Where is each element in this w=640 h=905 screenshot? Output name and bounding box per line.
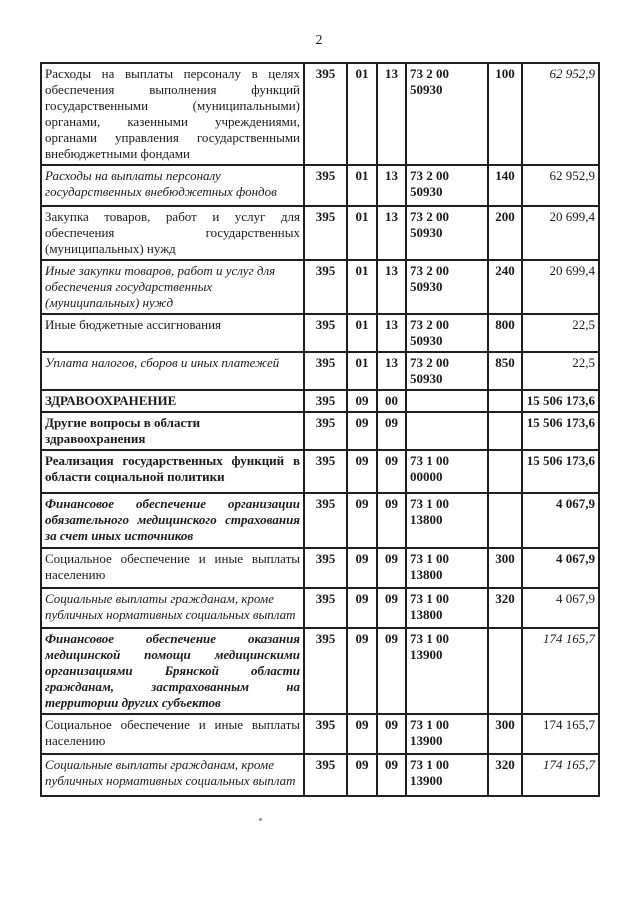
cell-csr: 73 2 00 50930 [406, 165, 488, 206]
cell-amount: 20 699,4 [522, 260, 599, 314]
cell-grbs: 395 [304, 493, 347, 548]
cell-rz: 09 [347, 493, 377, 548]
cell-amount: 62 952,9 [522, 63, 599, 165]
cell-pr: 13 [377, 352, 406, 390]
table-row [41, 206, 599, 260]
cell-rz: 01 [347, 206, 377, 260]
cell-name: Иные закупки товаров, работ и услуг для обеспечения государственных (муниципальных) нужд [41, 260, 304, 314]
cell-csr: 73 1 00 13800 [406, 493, 488, 548]
cell-name: Другие вопросы в области здравоохранения [41, 412, 304, 450]
cell-grbs: 395 [304, 314, 347, 352]
cell-rz: 09 [347, 754, 377, 796]
cell-pr: 13 [377, 63, 406, 165]
cell-rz: 01 [347, 314, 377, 352]
cell-vr [488, 450, 522, 493]
cell-vr [488, 493, 522, 548]
cell-rz: 09 [347, 628, 377, 714]
cell-vr: 850 [488, 352, 522, 390]
cell-pr: 13 [377, 206, 406, 260]
cell-rz: 09 [347, 588, 377, 628]
cell-grbs: 395 [304, 548, 347, 588]
cell-name: Иные бюджетные ассигнования [41, 314, 304, 352]
cell-pr: 13 [377, 260, 406, 314]
table-row [41, 352, 599, 390]
cell-pr: 09 [377, 588, 406, 628]
cell-csr: 73 2 00 50930 [406, 63, 488, 165]
cell-grbs: 395 [304, 165, 347, 206]
table-row [41, 548, 599, 588]
cell-vr: 300 [488, 548, 522, 588]
cell-vr [488, 412, 522, 450]
page-number: 2 [315, 33, 323, 48]
cell-rz: 09 [347, 714, 377, 754]
cell-amount: 62 952,9 [522, 165, 599, 206]
cell-csr: 73 1 00 13800 [406, 548, 488, 588]
cell-vr: 140 [488, 165, 522, 206]
cell-pr: 13 [377, 165, 406, 206]
cell-csr: 73 1 00 00000 [406, 450, 488, 493]
cell-amount: 22,5 [522, 352, 599, 390]
cell-amount: 174 165,7 [522, 754, 599, 796]
cell-vr [488, 390, 522, 412]
cell-pr: 00 [377, 390, 406, 412]
cell-grbs: 395 [304, 63, 347, 165]
table-row [41, 450, 599, 493]
cell-name: Расходы на выплаты персоналу в целях обеспечения выполнения функций государственными (муниципальными) органами, казенными учреждениями, органами управления государственными внебюджетными фондами [41, 63, 304, 165]
cell-grbs: 395 [304, 588, 347, 628]
cell-rz: 01 [347, 352, 377, 390]
table-row [41, 628, 599, 714]
table-row [41, 493, 599, 548]
cell-amount: 22,5 [522, 314, 599, 352]
cell-grbs: 395 [304, 628, 347, 714]
cell-name: Закупка товаров, работ и услуг для обеспечения государственных (муниципальных) нужд [41, 206, 304, 260]
cell-rz: 01 [347, 63, 377, 165]
cell-csr: 73 1 00 13900 [406, 754, 488, 796]
cell-grbs: 395 [304, 206, 347, 260]
cell-amount: 4 067,9 [522, 548, 599, 588]
table-row [41, 63, 599, 165]
cell-rz: 09 [347, 450, 377, 493]
cell-name: Социальное обеспечение и иные выплаты населению [41, 714, 304, 754]
table-row [41, 588, 599, 628]
table-row [41, 390, 599, 412]
cell-pr: 09 [377, 714, 406, 754]
scan-speck [259, 818, 262, 821]
cell-name: Финансовое обеспечение организации обязательного медицинского страхования за счет иных источников [41, 493, 304, 548]
budget-table [40, 62, 600, 797]
cell-name: Расходы на выплаты персоналу государственных внебюджетных фондов [41, 165, 304, 206]
cell-grbs: 395 [304, 754, 347, 796]
budget-table-body [41, 63, 599, 796]
cell-grbs: 395 [304, 714, 347, 754]
cell-amount: 174 165,7 [522, 628, 599, 714]
cell-csr: 73 2 00 50930 [406, 314, 488, 352]
cell-rz: 01 [347, 165, 377, 206]
cell-pr: 09 [377, 412, 406, 450]
table-row [41, 714, 599, 754]
cell-vr: 320 [488, 754, 522, 796]
cell-amount: 15 506 173,6 [522, 412, 599, 450]
cell-grbs: 395 [304, 390, 347, 412]
cell-amount: 4 067,9 [522, 588, 599, 628]
cell-csr [406, 390, 488, 412]
cell-csr: 73 1 00 13900 [406, 628, 488, 714]
cell-pr: 09 [377, 548, 406, 588]
cell-vr: 240 [488, 260, 522, 314]
cell-name: ЗДРАВООХРАНЕНИЕ [41, 390, 304, 412]
table-row [41, 165, 599, 206]
cell-amount: 15 506 173,6 [522, 450, 599, 493]
cell-amount: 15 506 173,6 [522, 390, 599, 412]
cell-vr: 800 [488, 314, 522, 352]
cell-rz: 09 [347, 548, 377, 588]
cell-vr: 300 [488, 714, 522, 754]
table-row [41, 314, 599, 352]
table-row [41, 412, 599, 450]
cell-pr: 09 [377, 754, 406, 796]
cell-rz: 09 [347, 412, 377, 450]
cell-csr [406, 412, 488, 450]
cell-csr: 73 1 00 13900 [406, 714, 488, 754]
cell-pr: 09 [377, 493, 406, 548]
cell-name: Социальные выплаты гражданам, кроме публичных нормативных социальных выплат [41, 588, 304, 628]
cell-csr: 73 2 00 50930 [406, 352, 488, 390]
table-row [41, 260, 599, 314]
cell-csr: 73 1 00 13800 [406, 588, 488, 628]
cell-vr [488, 628, 522, 714]
table-row [41, 754, 599, 796]
cell-name: Социальные выплаты гражданам, кроме публичных нормативных социальных выплат [41, 754, 304, 796]
cell-name: Реализация государственных функций в области социальной политики [41, 450, 304, 493]
cell-name: Социальное обеспечение и иные выплаты населению [41, 548, 304, 588]
cell-csr: 73 2 00 50930 [406, 260, 488, 314]
cell-amount: 4 067,9 [522, 493, 599, 548]
cell-csr: 73 2 00 50930 [406, 206, 488, 260]
cell-grbs: 395 [304, 450, 347, 493]
cell-rz: 09 [347, 390, 377, 412]
cell-rz: 01 [347, 260, 377, 314]
cell-pr: 09 [377, 450, 406, 493]
cell-name: Уплата налогов, сборов и иных платежей [41, 352, 304, 390]
cell-grbs: 395 [304, 412, 347, 450]
cell-vr: 320 [488, 588, 522, 628]
cell-pr: 09 [377, 628, 406, 714]
cell-vr: 200 [488, 206, 522, 260]
cell-amount: 174 165,7 [522, 714, 599, 754]
cell-name: Финансовое обеспечение оказания медицинской помощи медицинскими организациями Брянской области гражданам, застрахованным на территории других субъектов [41, 628, 304, 714]
cell-grbs: 395 [304, 260, 347, 314]
cell-amount: 20 699,4 [522, 206, 599, 260]
cell-pr: 13 [377, 314, 406, 352]
cell-grbs: 395 [304, 352, 347, 390]
cell-vr: 100 [488, 63, 522, 165]
